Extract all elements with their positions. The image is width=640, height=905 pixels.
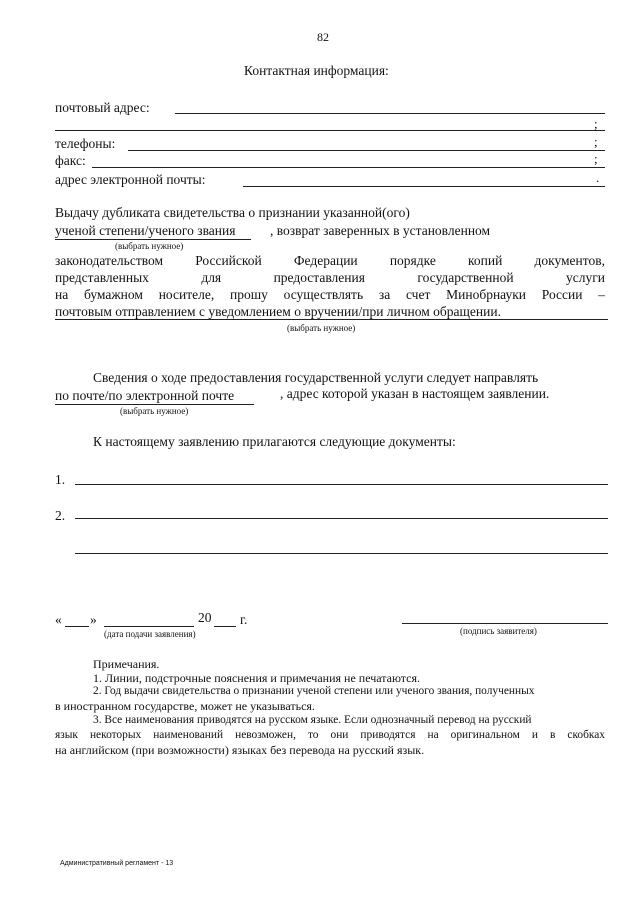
- date-day-line: [65, 626, 89, 627]
- progress-line-2-rest: , адрес которой указан в настоящем заявлении.: [280, 386, 550, 401]
- attachment-item-1-number: 1.: [55, 472, 66, 487]
- fax-line: [92, 167, 605, 168]
- choose-hint-2: (выбрать нужное): [287, 323, 356, 333]
- note-1: 1. Линии, подстрочные пояснения и примечания не печатаются.: [93, 671, 421, 685]
- page-number: 82: [317, 30, 329, 44]
- email-line: [243, 186, 605, 187]
- attachment-item-2-number: 2.: [55, 508, 66, 523]
- note-2-line-b: в иностранном государстве, может не указываться.: [55, 699, 315, 713]
- postal-address-line-2: [55, 130, 605, 131]
- email-label: адрес электронной почты:: [55, 172, 206, 187]
- footer-regulation: Административный регламент - 13: [60, 860, 174, 867]
- date-open-quote: «: [55, 612, 62, 627]
- progress-line-1: Сведения о ходе предоставления государственной услуги следует направлять: [93, 370, 539, 385]
- choose-hint-3: (выбрать нужное): [120, 406, 189, 416]
- duplicate-choice-degree: ученой степени/ученого звания: [55, 223, 251, 240]
- date-year-prefix: 20: [198, 610, 212, 625]
- postal-address-line-1: [175, 113, 605, 114]
- date-month-line: [104, 626, 194, 627]
- note-3-line-b: язык некоторых наименований невозможен, то они приводятся на оригинальном и в скобках: [55, 729, 605, 741]
- attachment-item-2-line: [75, 518, 608, 519]
- duplicate-line-3: законодательством Российской Федерации порядке копий документов,: [55, 253, 605, 268]
- attachment-item-3-line: [75, 553, 608, 554]
- duplicate-line-6: почтовым отправлением с уведомлением о вручении/при личном обращении.: [55, 304, 501, 319]
- duplicate-line-5: на бумажном носителе, прошу осуществлять за счет Минобрнауки России –: [55, 287, 605, 302]
- duplicate-line-1: Выдачу дубликата свидетельства о признании указанной(ого): [55, 205, 410, 220]
- attachments-heading: К настоящему заявлению прилагаются следующие документы:: [93, 434, 456, 449]
- date-year-line: [214, 626, 236, 627]
- note-3-line-c: на английском (при возможности) языках без перевода на русский язык.: [55, 743, 425, 757]
- duplicate-choice-underline: [55, 319, 608, 320]
- note-2-line-a: 2. Год выдачи свидетельства о признании ученой степени или ученого звания, полученных: [93, 685, 535, 697]
- choose-hint-1: (выбрать нужное): [115, 241, 184, 251]
- contact-heading: Контактная информация:: [244, 63, 389, 78]
- phones-line: [128, 150, 605, 151]
- date-close-quote: »: [90, 612, 97, 627]
- date-hint: (дата подачи заявления): [104, 629, 196, 639]
- progress-choice-method: по почте/по электронной почте: [55, 388, 254, 405]
- fax-semicolon: ;: [594, 151, 598, 166]
- email-period: .: [596, 170, 600, 185]
- attachment-item-1-line: [75, 484, 608, 485]
- signature-line: [402, 623, 608, 624]
- postal-address-label: почтовый адрес:: [55, 100, 150, 115]
- date-year-suffix: г.: [240, 612, 248, 627]
- signature-hint: (подпись заявителя): [460, 626, 537, 636]
- phones-label: телефоны:: [55, 136, 116, 151]
- fax-label: факс:: [55, 153, 86, 168]
- duplicate-line-4: представленных для предоставления государственной услуги: [55, 270, 605, 285]
- postal-address-semicolon: ;: [594, 116, 598, 131]
- duplicate-line-2-rest: , возврат заверенных в установленном: [270, 223, 491, 238]
- phones-semicolon: ;: [594, 134, 598, 149]
- note-3-line-a: 3. Все наименования приводятся на русском языке. Если однозначный перевод на русский: [93, 714, 532, 726]
- notes-title: Примечания.: [93, 657, 160, 671]
